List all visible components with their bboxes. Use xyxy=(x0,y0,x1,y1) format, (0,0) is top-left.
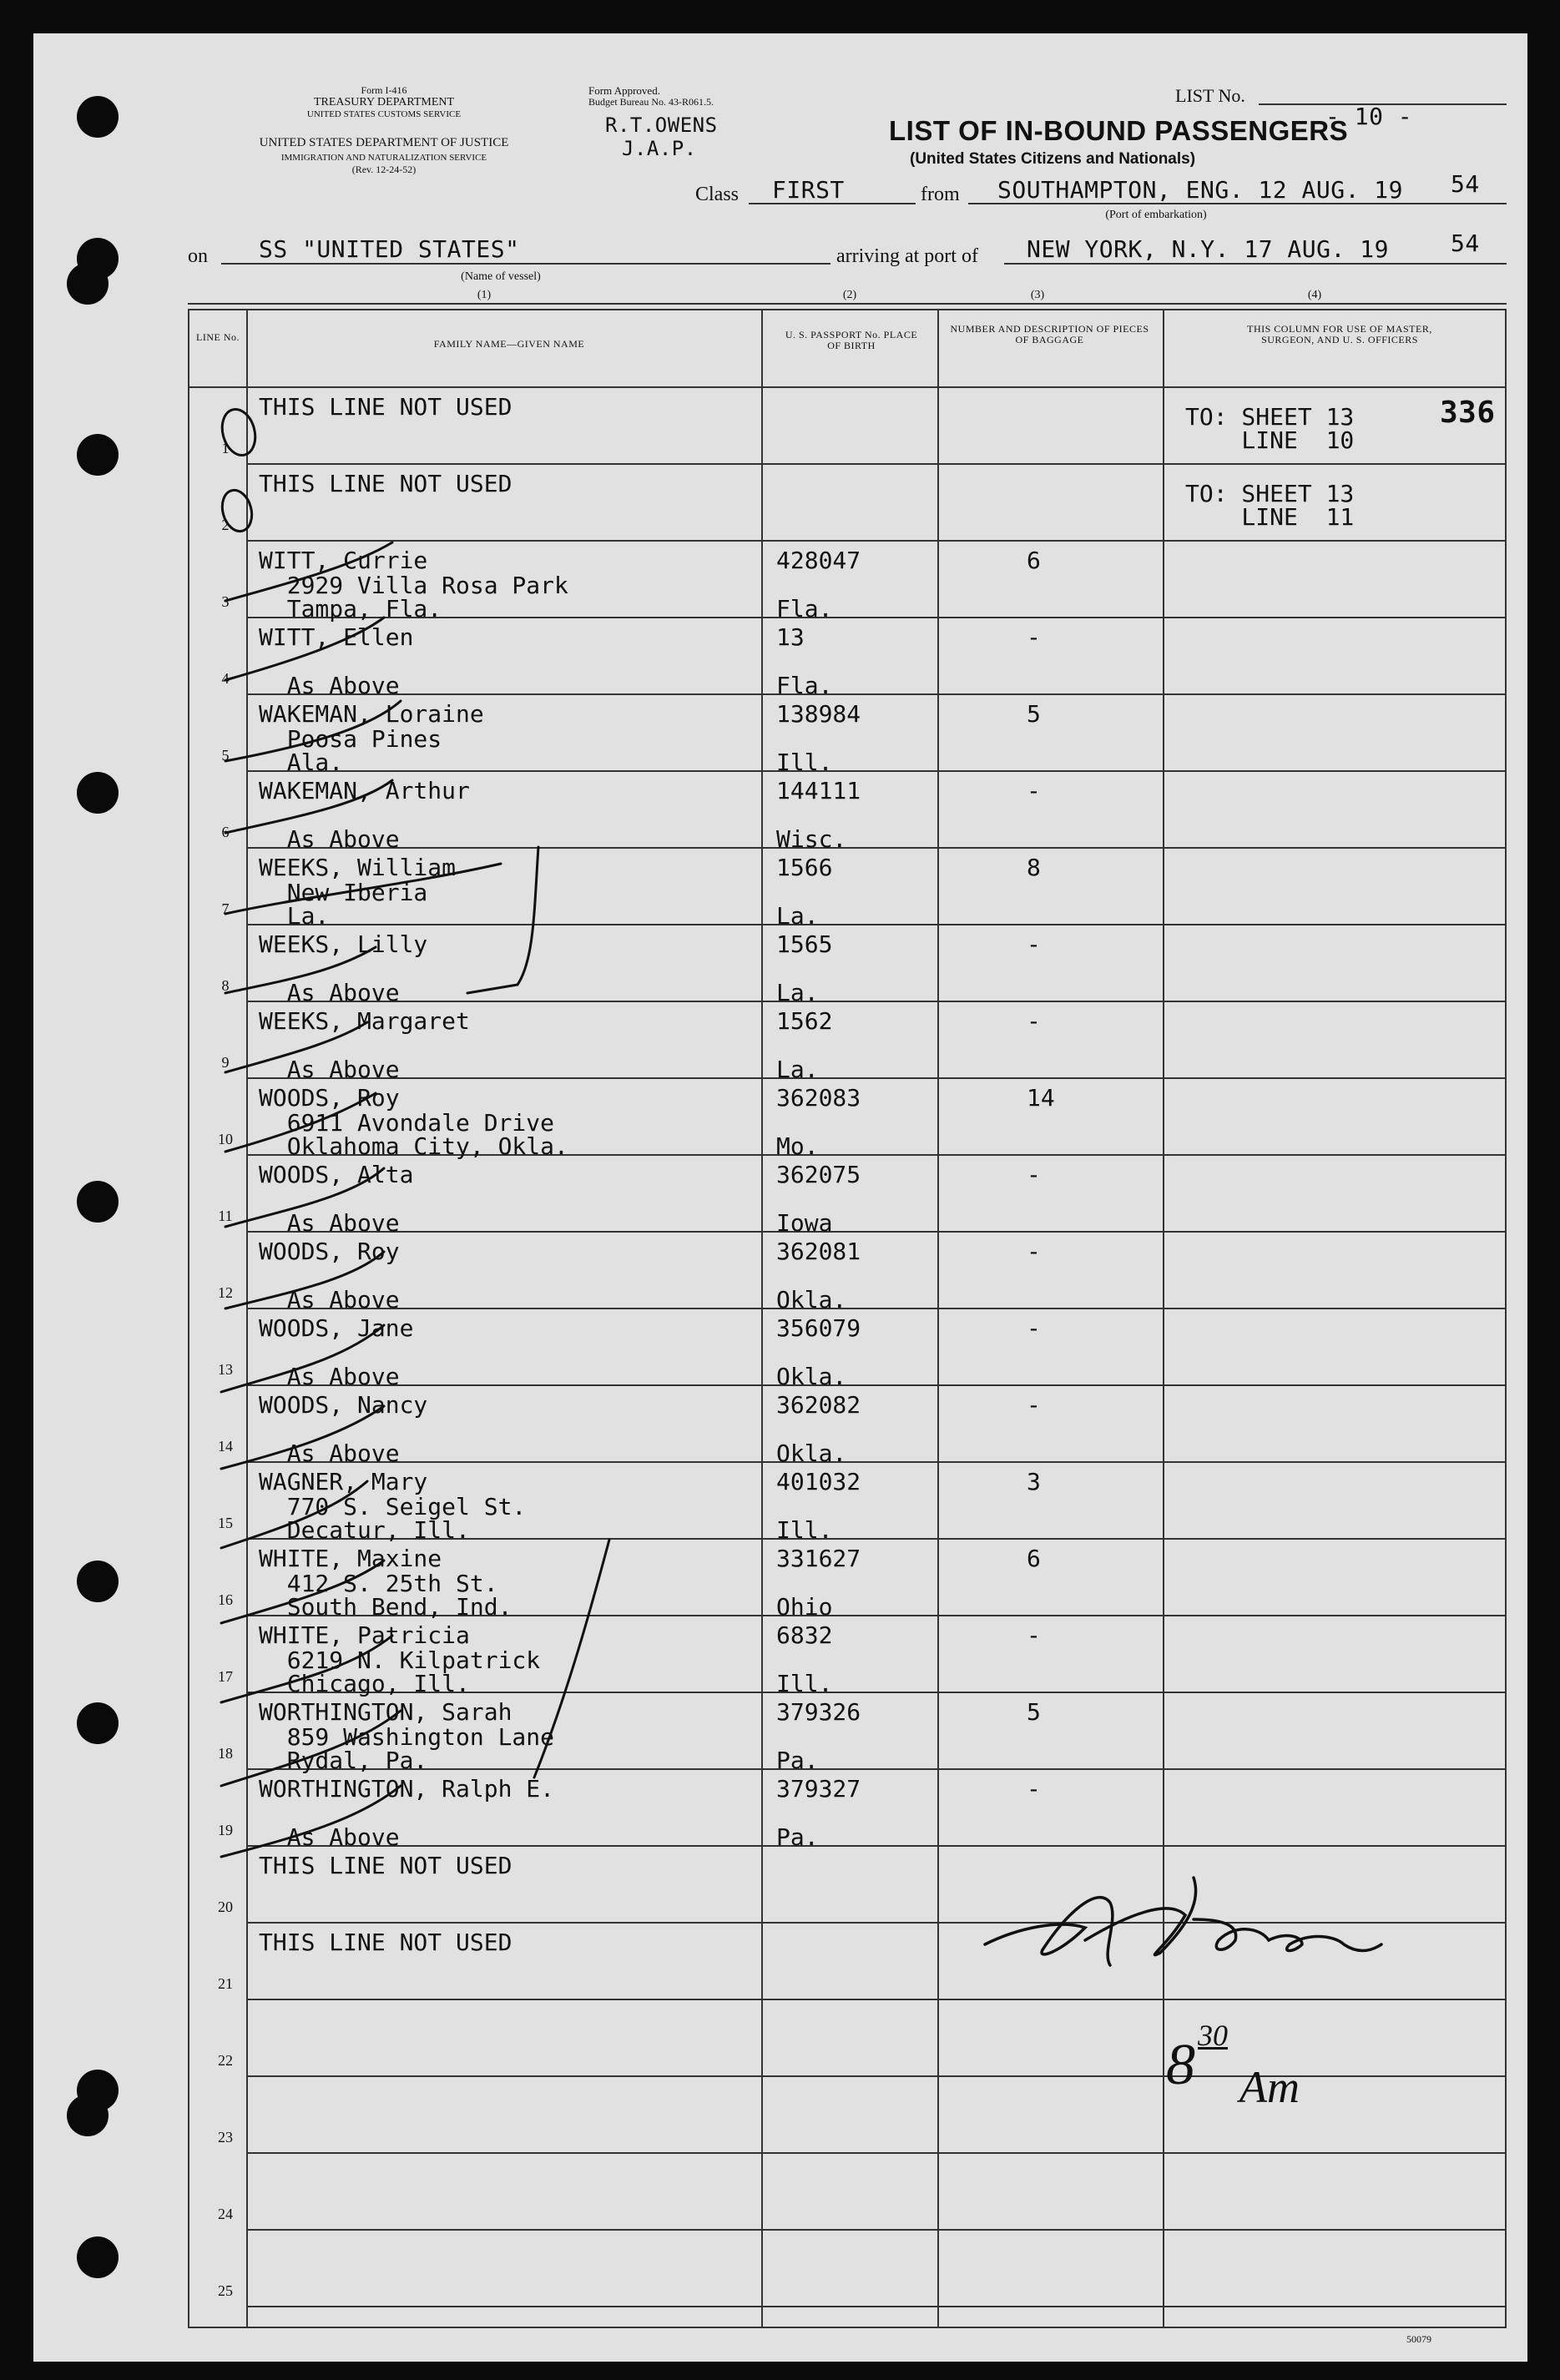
check-mark xyxy=(225,542,392,601)
embarkation-year: 54 xyxy=(1451,170,1480,198)
embark-caption: (Port of embarkation) xyxy=(1105,209,1207,221)
address-line: Oklahoma City, Okla. xyxy=(259,1132,568,1160)
line-number: 6 xyxy=(221,824,230,840)
place-of-birth: Mo. xyxy=(776,1132,819,1160)
passenger-name: WAKEMAN, Loraine xyxy=(259,700,484,728)
passenger-name: WOODS, Alta xyxy=(259,1161,414,1188)
place-of-birth: Okla. xyxy=(776,1440,847,1467)
baggage-count: - xyxy=(1027,1775,1041,1803)
passenger-name: WITT, Currie xyxy=(259,547,428,574)
passport-number: 6832 xyxy=(776,1621,833,1649)
immigration-service: IMMIGRATION AND NATURALIZATION SERVICE xyxy=(280,153,487,163)
address-line: South Bend, Ind. xyxy=(259,1593,512,1621)
check-mark xyxy=(225,701,401,761)
passenger-name: WOODS, Jane xyxy=(259,1314,414,1342)
customs-service: UNITED STATES CUSTOMS SERVICE xyxy=(306,109,462,119)
col-num-1: (1) xyxy=(477,289,492,301)
line-number: 16 xyxy=(218,1591,233,1608)
passport-number: 138984 xyxy=(776,700,861,728)
col-num-2: (2) xyxy=(842,289,857,301)
place-of-birth: Ill. xyxy=(776,749,833,776)
footer-code: 50079 xyxy=(1406,2333,1431,2345)
arrival-port: NEW YORK, N.Y. 17 AUG. 19 xyxy=(1027,235,1389,263)
place-of-birth: Fla. xyxy=(776,672,833,699)
check-mark xyxy=(534,1540,609,1777)
place-of-birth: Pa. xyxy=(776,1823,819,1851)
place-of-birth: Okla. xyxy=(776,1286,847,1314)
passport-number: 401032 xyxy=(776,1468,861,1495)
passenger-name: THIS LINE NOT USED xyxy=(259,393,512,421)
line-number: 23 xyxy=(218,2129,233,2146)
address-line: As Above xyxy=(259,979,400,1006)
line-number: 9 xyxy=(221,1054,230,1071)
document-page xyxy=(33,33,1527,2362)
line-number: 20 xyxy=(218,1898,233,1915)
list-no-label: LIST No. xyxy=(1175,85,1245,106)
line-number: 1 xyxy=(221,440,230,456)
address-line: As Above xyxy=(259,672,400,699)
check-mark xyxy=(221,1406,384,1469)
budget-bureau: Budget Bureau No. 43-R061.5. xyxy=(588,96,714,108)
header-baggage: NUMBER AND DESCRIPTION OF PIECES OF BAGGAGE xyxy=(950,323,1149,345)
revision-date: (Rev. 12-24-52) xyxy=(351,164,417,175)
passport-number: 362081 xyxy=(776,1238,861,1265)
check-mark xyxy=(221,1481,367,1548)
officer-name: R.T.OWENS xyxy=(605,113,718,137)
place-of-birth: Iowa xyxy=(776,1209,833,1237)
officer-note: TO: SHEET 13 xyxy=(1185,403,1355,431)
line-number: 25 xyxy=(218,2282,233,2299)
address-line: 2929 Villa Rosa Park xyxy=(259,572,568,599)
page-subtitle: (United States Citizens and Nationals) xyxy=(910,150,1196,168)
address-line: Poosa Pines xyxy=(259,725,442,753)
passport-number: 362075 xyxy=(776,1161,861,1188)
line-number: 5 xyxy=(221,747,230,764)
place-of-birth: La. xyxy=(776,1056,819,1083)
passport-number: 356079 xyxy=(776,1314,861,1342)
place-of-birth: La. xyxy=(776,979,819,1006)
baggage-count: 8 xyxy=(1027,854,1041,881)
line-number: 13 xyxy=(218,1361,233,1378)
passport-number: 379326 xyxy=(776,1698,861,1726)
line-number: 3 xyxy=(221,593,230,610)
check-mark xyxy=(225,1252,384,1308)
vessel-caption: (Name of vessel) xyxy=(461,270,541,283)
justice-dept: UNITED STATES DEPARTMENT OF JUSTICE xyxy=(259,136,509,149)
check-mark xyxy=(225,864,501,914)
passenger-name: WHITE, Patricia xyxy=(259,1621,470,1649)
line-number: 2 xyxy=(221,517,230,533)
officer-initials: J.A.P. xyxy=(622,137,697,160)
officer-note: LINE 10 xyxy=(1185,426,1355,454)
pen-marks xyxy=(33,33,1527,2362)
passport-number: 428047 xyxy=(776,547,861,574)
check-mark xyxy=(221,1636,392,1702)
baggage-count: - xyxy=(1027,930,1041,958)
address-line: As Above xyxy=(259,1209,400,1237)
on-label: on xyxy=(188,245,208,267)
place-of-birth: Ill. xyxy=(776,1516,833,1544)
baggage-count: - xyxy=(1027,1391,1041,1419)
address-line: Decatur, Ill. xyxy=(259,1516,470,1544)
line-number: 14 xyxy=(218,1438,233,1455)
vessel-name: SS "UNITED STATES" xyxy=(259,235,520,263)
passenger-name: THIS LINE NOT USED xyxy=(259,1929,512,1956)
passenger-name: WAGNER, Mary xyxy=(259,1468,428,1495)
treasury-dept: TREASURY DEPARTMENT xyxy=(313,96,455,108)
time-note-hour: 8 xyxy=(1166,2033,1195,2097)
address-line: 6911 Avondale Drive xyxy=(259,1109,555,1137)
passenger-name: WAKEMAN, Arthur xyxy=(259,777,470,804)
class-label: Class xyxy=(695,184,740,205)
line-number: 17 xyxy=(218,1668,233,1685)
line-number: 24 xyxy=(218,2206,233,2222)
header-line-no: LINE No. xyxy=(196,331,240,343)
address-line: La. xyxy=(259,902,330,930)
passenger-name: WHITE, Maxine xyxy=(259,1545,442,1572)
address-line: Ala. xyxy=(259,749,344,776)
baggage-count: - xyxy=(1027,1314,1041,1342)
passport-number: 362082 xyxy=(776,1391,861,1419)
header-passport: U. S. PASSPORT No. PLACE OF BIRTH xyxy=(785,329,918,351)
address-line: As Above xyxy=(259,1286,400,1314)
passenger-name: WORTHINGTON, Ralph E. xyxy=(259,1775,555,1803)
officer-note: LINE 11 xyxy=(1185,503,1355,531)
signature xyxy=(985,1878,1381,1965)
check-mark xyxy=(225,1093,376,1152)
check-mark xyxy=(221,1786,401,1857)
check-mark xyxy=(225,1168,384,1227)
address-line: Tampa, Fla. xyxy=(259,595,442,623)
circle-mark xyxy=(218,487,256,534)
passenger-name: WEEKS, Lilly xyxy=(259,930,428,958)
baggage-count: 6 xyxy=(1027,547,1041,574)
baggage-count: - xyxy=(1027,1007,1041,1035)
time-note-ampm: Am xyxy=(1239,2062,1300,2112)
passenger-name: WORTHINGTON, Sarah xyxy=(259,1698,512,1726)
check-mark xyxy=(225,780,392,833)
from-label: from xyxy=(921,184,960,205)
form-approved: Form Approved. xyxy=(588,84,660,97)
line-number: 15 xyxy=(218,1515,233,1531)
address-line: As Above xyxy=(259,825,400,853)
address-line: Rydal, Pa. xyxy=(259,1747,428,1774)
address-line: As Above xyxy=(259,1056,400,1083)
list-number: - 10 - xyxy=(1325,103,1413,130)
baggage-count: - xyxy=(1027,1161,1041,1188)
passenger-name: WOODS, Roy xyxy=(259,1238,400,1265)
passport-number: 1566 xyxy=(776,854,833,881)
check-mark xyxy=(225,947,376,993)
line-number: 7 xyxy=(221,900,230,917)
address-line: Chicago, Ill. xyxy=(259,1670,470,1697)
passport-number: 1562 xyxy=(776,1007,833,1035)
address-line: 6219 N. Kilpatrick xyxy=(259,1646,541,1674)
passport-number: 331627 xyxy=(776,1545,861,1572)
place-of-birth: Fla. xyxy=(776,595,833,623)
passport-number: 13 xyxy=(776,623,805,651)
baggage-count: 5 xyxy=(1027,1698,1041,1726)
line-number: 12 xyxy=(218,1284,233,1301)
class-value: FIRST xyxy=(772,176,845,204)
baggage-count: - xyxy=(1027,777,1041,804)
baggage-count: 5 xyxy=(1027,700,1041,728)
check-mark xyxy=(225,618,384,680)
col-num-3: (3) xyxy=(1030,289,1045,301)
passenger-name: WEEKS, William xyxy=(259,854,457,881)
address-line: As Above xyxy=(259,1440,400,1467)
baggage-count: 3 xyxy=(1027,1468,1041,1495)
passport-number: 144111 xyxy=(776,777,861,804)
line-number: 21 xyxy=(218,1975,233,1992)
page-stamp: 336 xyxy=(1440,396,1496,430)
place-of-birth: Ill. xyxy=(776,1670,833,1697)
header-officers: THIS COLUMN FOR USE OF MASTER, SURGEON, AND U. S. OFFICERS xyxy=(1247,323,1432,345)
line-number: 19 xyxy=(218,1822,233,1838)
check-mark xyxy=(221,1711,401,1786)
passenger-name: THIS LINE NOT USED xyxy=(259,1852,512,1879)
officer-note: TO: SHEET 13 xyxy=(1185,480,1355,507)
address-line: 859 Washington Lane xyxy=(259,1723,555,1751)
passenger-name: THIS LINE NOT USED xyxy=(259,470,512,497)
passport-number: 362083 xyxy=(776,1084,861,1112)
place-of-birth: Okla. xyxy=(776,1363,847,1390)
address-line: As Above xyxy=(259,1823,400,1851)
check-mark xyxy=(221,1325,384,1392)
baggage-count: - xyxy=(1027,1621,1041,1649)
check-mark xyxy=(221,1561,384,1623)
line-number: 11 xyxy=(218,1208,233,1224)
baggage-count: - xyxy=(1027,623,1041,651)
line-number: 18 xyxy=(218,1745,233,1762)
address-line: 770 S. Seigel St. xyxy=(259,1493,527,1520)
passenger-name: WEEKS, Margaret xyxy=(259,1007,470,1035)
page-title: LIST OF IN-BOUND PASSENGERS xyxy=(889,115,1349,146)
passenger-name: WOODS, Roy xyxy=(259,1084,400,1112)
baggage-count: 6 xyxy=(1027,1545,1041,1572)
line-number: 10 xyxy=(218,1131,233,1147)
baggage-count: - xyxy=(1027,1238,1041,1265)
line-number: 8 xyxy=(221,977,230,994)
address-line: New Iberia xyxy=(259,879,428,906)
place-of-birth: Ohio xyxy=(776,1593,833,1621)
arrival-year: 54 xyxy=(1451,229,1480,257)
form-number: Form I-416 xyxy=(361,84,407,96)
passenger-name: WITT, Ellen xyxy=(259,623,414,651)
check-mark xyxy=(225,1022,367,1072)
place-of-birth: Pa. xyxy=(776,1747,819,1774)
col-num-4: (4) xyxy=(1307,289,1322,301)
embarkation-port: SOUTHAMPTON, ENG. 12 AUG. 19 xyxy=(997,176,1404,204)
header-name: FAMILY NAME—GIVEN NAME xyxy=(433,338,585,350)
line-number: 22 xyxy=(218,2052,233,2069)
passport-number: 1565 xyxy=(776,930,833,958)
place-of-birth: La. xyxy=(776,902,819,930)
circle-mark xyxy=(217,406,260,459)
passport-number: 379327 xyxy=(776,1775,861,1803)
time-note-minute: 30 xyxy=(1198,2019,1228,2052)
address-line: 412 S. 25th St. xyxy=(259,1570,498,1597)
passenger-name: WOODS, Nancy xyxy=(259,1391,428,1419)
arriving-label: arriving at port of xyxy=(836,245,978,267)
address-line: As Above xyxy=(259,1363,400,1390)
line-number: 4 xyxy=(221,670,230,687)
place-of-birth: Wisc. xyxy=(776,825,847,853)
baggage-count: 14 xyxy=(1027,1084,1055,1112)
